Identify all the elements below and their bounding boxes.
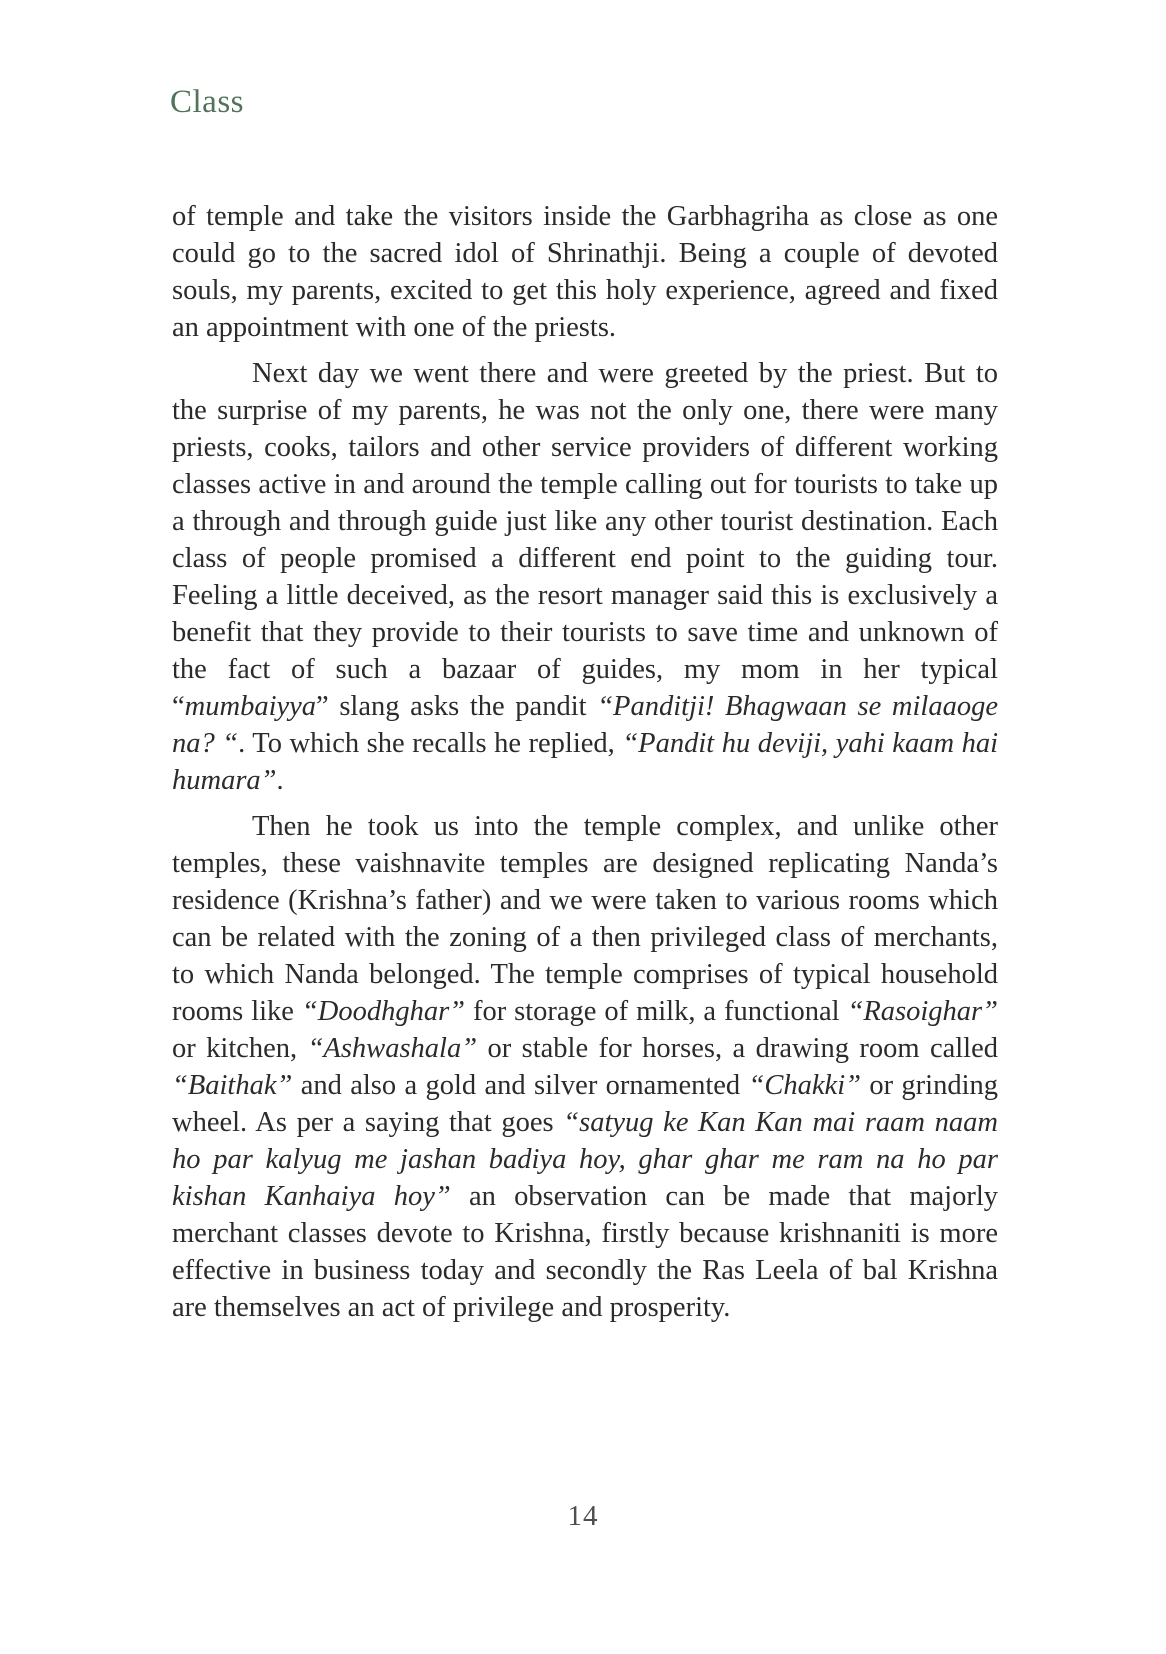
text-segment: and also a gold and silver ornamented: [292, 1070, 749, 1101]
running-header: Class: [170, 84, 245, 120]
page-footer: [0, 1500, 1166, 1533]
italic-text-segment: “Panditji! Bhagwaan se milaaoge na? “: [172, 691, 998, 759]
text-segment: of temple and take the visitors inside the Garbhagriha as close as one could go to the sacred idol of Shrinathji. Being a couple of devoted souls, my parents, excited to get this holy experience, agreed and fixed an appointment with one of the priests.: [172, 201, 998, 343]
italic-text-segment: “satyug ke Kan Kan mai raam naam ho par kalyug me jashan badiya hoy, ghar ghar me ram na ho par kishan Kanhaiya hoy”: [172, 1107, 998, 1212]
text-segment: . To which she recalls he replied,: [238, 728, 623, 759]
italic-text-segment: mumbaiyya: [184, 691, 317, 722]
text-segment: for storage of milk, a functional: [465, 996, 848, 1027]
italic-text-segment: “Baithak”: [172, 1070, 293, 1101]
italic-text-segment: “Chakki”: [748, 1070, 861, 1101]
text-segment: Then he took us into the temple complex, and unlike other temples, these vaishnavite temples are designed replicating Nanda’s residence (Krishna’s father) and we were taken to various rooms which can be related with the zoning of a then privileged class of merchants, to which Nanda belonged. The temple comprises of typical household rooms like: [172, 811, 998, 1027]
text-segment: .: [276, 765, 284, 796]
page-number: 14: [567, 1500, 599, 1532]
paragraph: [172, 198, 998, 346]
italic-text-segment: “Doodhghar”: [301, 996, 466, 1027]
text-segment: ” slang asks the pandit: [316, 691, 598, 722]
italic-text-segment: “Ashwashala”: [307, 1033, 478, 1064]
text-segment: or kitchen,: [172, 1033, 308, 1064]
paragraph: [172, 808, 998, 1326]
text-segment: Next day we went there and were greeted by the priest. But to the surprise of my parents, he was not the only one, there were many priests, cooks, tailors and other service providers of different working classes active in and around the temple calling out for tourists to take up a through and through guide just like any other tourist destination. Each class of people promised a different end point to the guiding tour. Feeling a little deceived, as the resort manager said this is exclusively a benefit that they provide to their tourists to save time and unknown of the fact of such a bazaar of guides, my mom in her typical “: [172, 358, 998, 722]
text-segment: an observation can be made that majorly merchant classes devote to Krishna, firstly because krishnaniti is more effective in business today and secondly the Ras Leela of bal Krishna are themselves an act of privilege and prosperity.: [172, 1181, 998, 1323]
text-segment: or stable for horses, a drawing room called: [477, 1033, 998, 1064]
paragraph: [172, 355, 998, 799]
text-segment: or grinding wheel. As per a saying that goes: [172, 1070, 998, 1138]
italic-text-segment: “Rasoighar”: [847, 996, 998, 1027]
page-body-text: [172, 198, 998, 1335]
italic-text-segment: “Pandit hu deviji, yahi kaam hai humara”: [172, 728, 998, 796]
